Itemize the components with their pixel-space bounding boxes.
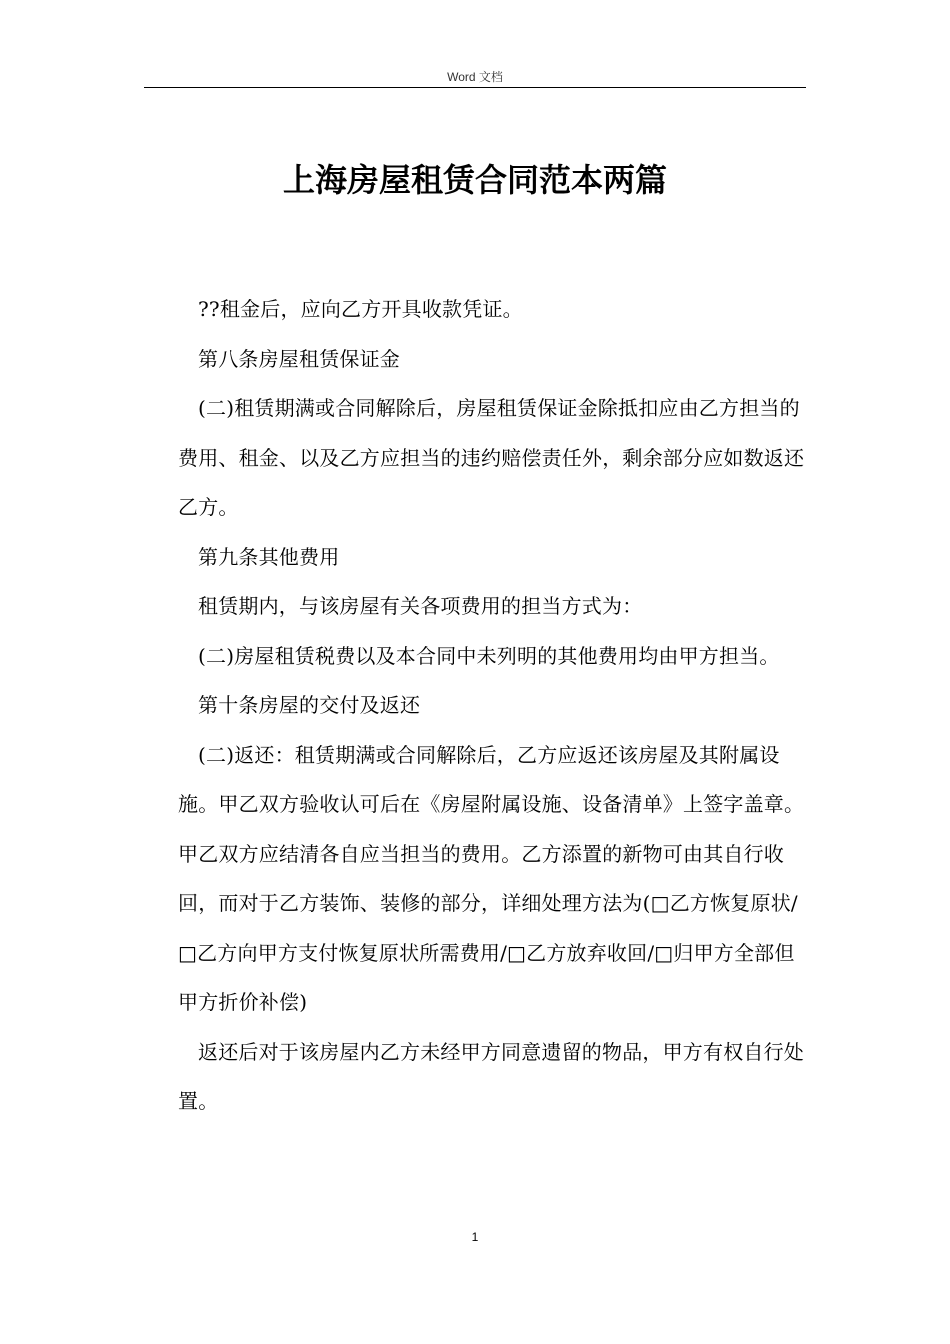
paragraph-rent-receipt: ??租金后，应向乙方开具收款凭证。	[198, 297, 523, 321]
paragraph-fee-method: 租赁期内，与该房屋有关各项费用的担当方式为：	[198, 594, 643, 618]
document-body	[178, 285, 806, 1127]
document-title: 上海房屋租赁合同范本两篇	[282, 161, 667, 199]
paragraph-article-10-heading: 第十条房屋的交付及返还	[198, 693, 421, 717]
paragraph-article-8-heading: 第八条房屋租赁保证金	[198, 346, 400, 371]
page-header-label: Word 文档	[447, 70, 503, 84]
paragraph-article-9-heading: 第九条其他费用	[198, 544, 340, 569]
header-divider	[144, 87, 806, 88]
page-number: 1	[471, 1230, 479, 1244]
paragraph-tax-fees: (二)房屋租赁税费以及本合同中未列明的其他费用均由甲方担当。	[198, 643, 780, 668]
paragraph-return-terms: (二)返还：租赁期满或合同解除后，乙方应返还该房屋及其附属设施。甲乙双方验收认可后在《房屋附属设施、设备清单》上签字盖章。甲乙双方应结清各自应当担当的费用。乙方添置的新物可由其自行收回，而对于乙方装饰、装修的部分，详细处理方法为(□乙方恢复原状/□乙方向甲方支付恢复原状所需费用/□乙方放弃收回/□归甲方全部但甲方折价补偿)	[178, 742, 805, 1014]
paragraph-leftover-items: 返还后对于该房屋内乙方未经甲方同意遗留的物品，甲方有权自行处置。	[178, 1039, 804, 1113]
paragraph-deposit-return: (二)租赁期满或合同解除后，房屋租赁保证金除抵扣应由乙方担当的费用、租金、以及乙方应担当的违约赔偿责任外，剩余部分应如数返还乙方。	[178, 396, 805, 519]
